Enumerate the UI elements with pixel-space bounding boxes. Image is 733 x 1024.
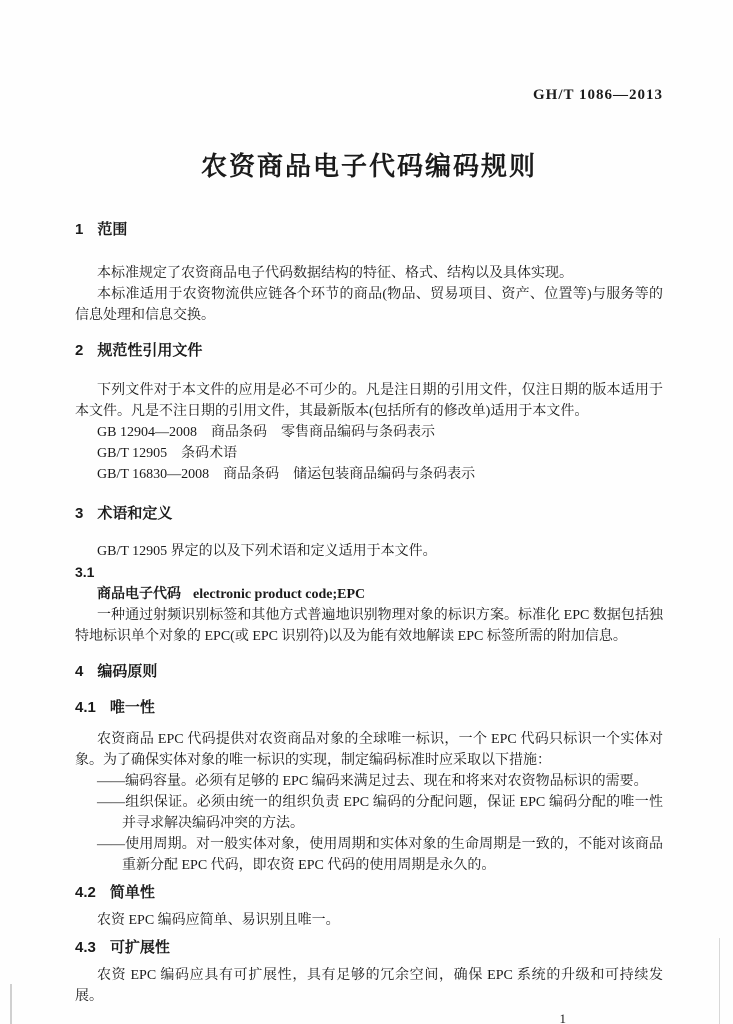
term-name-english: electronic product code;EPC: [193, 587, 366, 602]
reference-entry-gb16830: GB/T 16830—2008 商品条码 储运包装商品编码与条码表示: [97, 467, 476, 482]
term-name-chinese: 商品电子代码: [97, 585, 181, 601]
reference-entry-gb12905: GB/T 12905 条码术语: [97, 446, 238, 461]
term-number: 3.1: [75, 564, 95, 580]
paragraph-extensibility: 农资 EPC 编码应具有可扩展性，具有足够的冗余空间，确保 EPC 系统的升级和可持续发展。: [75, 968, 663, 1004]
subsection-number: 4.3: [75, 939, 96, 956]
paragraph-normative-references: 下列文件对于本文件的应用是必不可少的。凡是注日期的引用文件，仅注日期的版本适用于本文件。凡是不注日期的引用文件，其最新版本(包括所有的修改单)适用于本文件。: [75, 383, 663, 419]
section-title: 术语和定义: [97, 505, 173, 522]
document-title: 农资商品电子代码编码规则: [200, 151, 537, 181]
section-number: 2: [75, 342, 84, 359]
term-definition: 一种通过射频识别标签和其他方式普遍地识别物理对象的标识方案。标准化 EPC 数据包括独特地标识单个对象的 EPC(或 EPC 识别符)以及为能有效地解读 EPC 标签所需的附加信息。: [75, 608, 663, 644]
subsection-heading-extensibility: [75, 939, 663, 957]
section-number: 4: [75, 663, 84, 680]
list-item-usage-cycle: ——使用周期。对一般实体对象，使用周期和实体对象的生命周期是一致的，不能对该商品重新分配 EPC 代码，即农资 EPC 代码的使用周期是永久的。: [97, 837, 663, 873]
section-number: 3: [75, 505, 84, 522]
subsection-number: 4.2: [75, 884, 96, 901]
section-title: 范围: [97, 221, 128, 238]
subsection-number: 4.1: [75, 699, 96, 716]
paragraph-scope-1: 本标准规定了农资商品电子代码数据结构的特征、格式、结构以及具体实现。: [97, 266, 573, 281]
paragraph-uniqueness: 农资商品 EPC 代码提供对农资商品对象的全球唯一标识，一个 EPC 代码只标识一个实体对象。为了确保实体对象的唯一标识的实现，制定编码标准时应采取以下措施：: [75, 732, 663, 768]
section-title: 规范性引用文件: [97, 342, 203, 359]
section-heading-principles: [75, 663, 663, 681]
scan-artifact-right-edge: [719, 938, 720, 1024]
reference-entry-gb12904: GB 12904—2008 商品条码 零售商品编码与条码表示: [97, 425, 435, 440]
scan-artifact-left-edge: [10, 984, 12, 1024]
section-heading-terms: [75, 505, 663, 523]
list-item-organization-guarantee: ——组织保证。必须由统一的组织负责 EPC 编码的分配问题，保证 EPC 编码分配的唯一性并寻求解决编码冲突的方法。: [97, 795, 663, 831]
subsection-heading-simplicity: [75, 884, 663, 902]
paragraph-terms-intro: GB/T 12905 界定的以及下列术语和定义适用于本文件。: [97, 544, 437, 559]
term-entry: [75, 583, 663, 605]
subsection-title: 简单性: [109, 884, 155, 901]
section-heading-normative-references: [75, 342, 663, 360]
section-number: 1: [75, 221, 84, 238]
paragraph-simplicity: 农资 EPC 编码应简单、易识别且唯一。: [97, 913, 340, 928]
page-number: 1: [559, 1011, 566, 1024]
list-item-code-capacity: ——编码容量。必须有足够的 EPC 编码来满足过去、现在和将来对农资物品标识的需要。: [97, 774, 648, 789]
section-heading-scope: [75, 221, 663, 239]
section-title: 编码原则: [97, 663, 158, 680]
subsection-title: 唯一性: [109, 699, 155, 716]
subsection-heading-uniqueness: [75, 699, 663, 717]
subsection-title: 可扩展性: [109, 939, 170, 956]
standard-code: GH/T 1086—2013: [533, 87, 663, 103]
paragraph-scope-2: 本标准适用于农资物流供应链各个环节的商品(物品、贸易项目、资产、位置等)与服务等的信息处理和信息交换。: [75, 287, 663, 323]
